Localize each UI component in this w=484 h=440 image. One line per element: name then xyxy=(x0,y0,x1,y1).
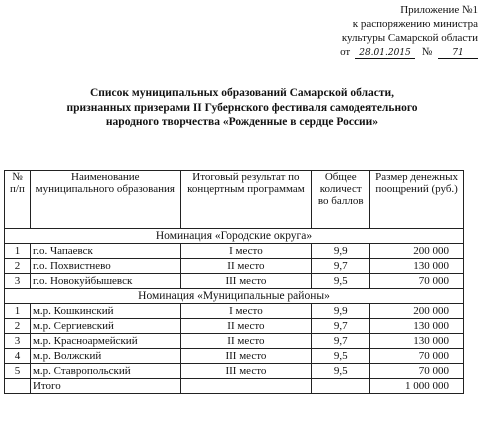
row-score: 9,9 xyxy=(312,244,370,259)
table-row xyxy=(5,274,464,289)
row-amount: 70 000 xyxy=(370,274,464,289)
total-empty-cell xyxy=(312,379,370,394)
section-title: Номинация «Муниципальные районы» xyxy=(5,289,464,304)
row-name: г.о. Похвистнево xyxy=(30,259,180,274)
row-score: 9,7 xyxy=(312,334,370,349)
table-row xyxy=(5,244,464,259)
appendix-header xyxy=(258,3,478,45)
table-row xyxy=(5,259,464,274)
row-result: II место xyxy=(180,334,312,349)
row-amount: 130 000 xyxy=(370,319,464,334)
row-amount: 70 000 xyxy=(370,364,464,379)
row-score: 9,5 xyxy=(312,364,370,379)
order-date-line xyxy=(340,46,478,59)
section-row xyxy=(5,229,464,244)
title-line-2: признанных призерами II Губернского фестиваля самодеятельного xyxy=(66,101,418,114)
date-prefix: от xyxy=(340,46,351,58)
row-result: II место xyxy=(180,259,312,274)
section-row xyxy=(5,289,464,304)
section-title: Номинация «Городские округа» xyxy=(5,229,464,244)
row-result: III место xyxy=(180,364,312,379)
table-row xyxy=(5,334,464,349)
row-name: м.р. Сергиевский xyxy=(30,319,180,334)
table-header-row xyxy=(5,171,464,229)
table-row xyxy=(5,349,464,364)
document-title xyxy=(10,86,474,130)
row-score: 9,5 xyxy=(312,274,370,289)
number-prefix: № xyxy=(421,46,433,58)
order-number: 71 xyxy=(438,48,478,59)
row-amount: 200 000 xyxy=(370,304,464,319)
row-score: 9,7 xyxy=(312,259,370,274)
header-amount: Размер денежных поощрений (руб.) xyxy=(370,171,464,229)
header-result: Итоговый результат по концертным программам xyxy=(180,171,312,229)
row-number: 5 xyxy=(5,364,31,379)
row-score: 9,5 xyxy=(312,349,370,364)
row-name: г.о. Чапаевск xyxy=(30,244,180,259)
total-label: Итого xyxy=(30,379,180,394)
row-name: г.о. Новокуйбышевск xyxy=(30,274,180,289)
row-number: 3 xyxy=(5,334,31,349)
row-result: I место xyxy=(180,244,312,259)
row-number: 3 xyxy=(5,274,31,289)
row-score: 9,9 xyxy=(312,304,370,319)
table-row xyxy=(5,304,464,319)
title-line-1: Список муниципальных образований Самарской области, xyxy=(89,87,395,99)
appendix-line-3: культуры Самарской области xyxy=(341,32,478,44)
table-row xyxy=(5,364,464,379)
order-date: 28.01.2015 xyxy=(355,48,415,59)
total-amount: 1 000 000 xyxy=(370,379,464,394)
total-empty-cell xyxy=(180,379,312,394)
row-result: III место xyxy=(180,274,312,289)
row-number: 4 xyxy=(5,349,31,364)
row-number: 1 xyxy=(5,244,31,259)
row-name: м.р. Волжский xyxy=(30,349,180,364)
row-name: м.р. Красноармейский xyxy=(30,334,180,349)
appendix-line-2: к распоряжению министра xyxy=(352,18,478,30)
appendix-line-1: Приложение №1 xyxy=(400,4,478,16)
winners-table xyxy=(4,170,464,394)
title-line-3: народного творчества «Рожденные в сердце России» xyxy=(105,116,379,128)
row-result: II место xyxy=(180,319,312,334)
row-result: III место xyxy=(180,349,312,364)
row-number: 2 xyxy=(5,259,31,274)
row-amount: 200 000 xyxy=(370,244,464,259)
row-amount: 130 000 xyxy=(370,259,464,274)
table-row xyxy=(5,319,464,334)
row-amount: 70 000 xyxy=(370,349,464,364)
row-number: 2 xyxy=(5,319,31,334)
row-result: I место xyxy=(180,304,312,319)
row-score: 9,7 xyxy=(312,319,370,334)
row-name: м.р. Кошкинский xyxy=(30,304,180,319)
header-score: Общее количест во баллов xyxy=(312,171,370,229)
row-number: 1 xyxy=(5,304,31,319)
row-amount: 130 000 xyxy=(370,334,464,349)
header-number: № п/п xyxy=(5,171,31,229)
row-name: м.р. Ставропольский xyxy=(30,364,180,379)
header-name: Наименование муниципального образования xyxy=(30,171,180,229)
total-empty-cell xyxy=(5,379,31,394)
total-row xyxy=(5,379,464,394)
